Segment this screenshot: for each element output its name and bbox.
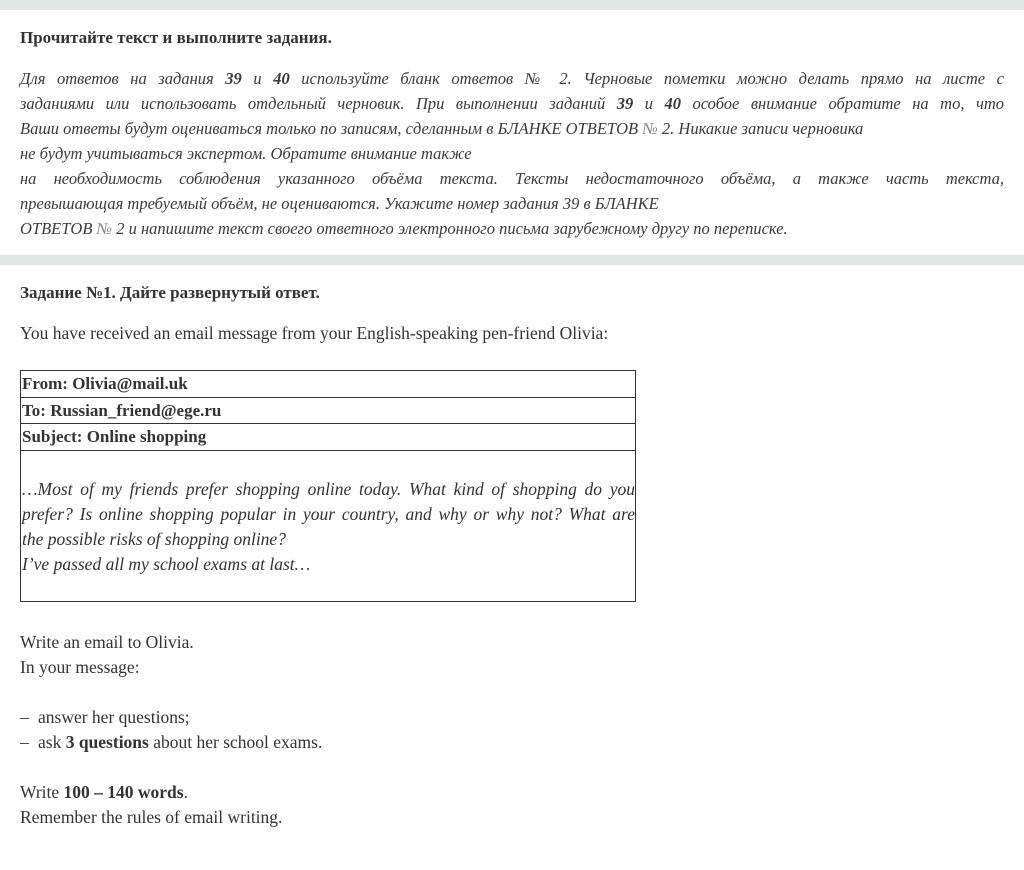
word-count-text: . — [183, 782, 188, 802]
instructions-line — [20, 66, 1004, 91]
task-heading: Задание №1. Дайте развернутый ответ. — [20, 283, 320, 302]
instr-text: ОТВЕТОВ — [20, 219, 97, 238]
instructions-line — [20, 91, 1004, 116]
task-line: Write an email to Olivia. — [20, 632, 194, 652]
task-number: 39 — [225, 69, 242, 88]
task-line: In your message: — [20, 657, 140, 677]
task-number: 40 — [664, 94, 681, 113]
bullet-emphasis: 3 questions — [65, 732, 149, 752]
email-body-line: the possible risks of shopping online? — [22, 528, 286, 549]
task-number: 40 — [273, 69, 290, 88]
dash-bullet: – — [20, 707, 29, 727]
instr-text: и — [241, 69, 274, 88]
email-body-line: …Most of my friends prefer shopping online today. What kind of shopping do you — [22, 478, 635, 499]
instr-text: используйте бланк ответов № 2. Черновые пометки можно делать прямо на листе с — [289, 69, 1005, 88]
instructions-section — [20, 28, 1004, 241]
word-count-emphasis: 100 – 140 words — [63, 782, 184, 802]
task-line: Remember the rules of email writing. — [20, 807, 283, 827]
task-intro: You have received an email message from your English-speaking pen-friend Olivia: — [20, 323, 609, 343]
task-section — [20, 283, 1004, 574]
task-bullet — [20, 705, 920, 730]
email-to: To: Russian_friend@ege.ru — [21, 398, 635, 425]
instr-text: и — [633, 94, 665, 113]
instructions-line — [20, 216, 1004, 241]
instructions-text — [20, 66, 1004, 241]
section-divider-bar — [0, 255, 1024, 265]
dash-bullet: – — [20, 732, 29, 752]
top-divider-bar — [0, 0, 1024, 10]
instructions-line: на необходимость соблюдения указанного объёма текста. Тексты недостаточного объёма, а также часть текста, — [20, 169, 1004, 188]
instr-text: 2. Никакие записи черновика — [657, 119, 864, 138]
word-count-line — [20, 780, 920, 805]
email-body — [21, 451, 635, 601]
email-from: From: Olivia@mail.uk — [21, 371, 635, 398]
bullet-text: ask — [38, 732, 66, 752]
instr-text: Для ответов на задания — [20, 69, 226, 88]
email-body-line: I’ve passed all my school exams at last… — [22, 553, 311, 574]
spacer — [20, 755, 920, 780]
instr-text: Ваши ответы будут оцениваться только по записям, сделанным в БЛАНКЕ ОТВЕТОВ — [20, 119, 643, 138]
email-body-line: prefer? Is online shopping popular in your country, and why or why not? What are — [22, 503, 635, 524]
spacer — [20, 680, 920, 705]
instructions-heading: Прочитайте текст и выполните задания. — [20, 28, 332, 47]
instructions-line — [20, 116, 1004, 141]
task-bullet — [20, 730, 920, 755]
task-number: 39 — [616, 94, 634, 113]
writing-task — [20, 630, 920, 830]
instr-text: 2 и напишите текст своего ответного электронного письма зарубежному другу по переписке. — [112, 219, 788, 238]
bullet-text: answer her questions; — [38, 707, 190, 727]
instructions-line: превышающая требуемый объём, не оцениваются. Укажите номер задания 39 в БЛАНКЕ — [20, 194, 659, 213]
instr-text: особое внимание обратите на то, что — [681, 94, 1005, 113]
number-sign: № — [96, 219, 113, 238]
instr-text: заданиями или использовать отдельный черновик. При выполнении заданий — [20, 94, 617, 113]
number-sign: № — [642, 119, 658, 138]
instructions-line: не будут учитываться экспертом. Обратите внимание также — [20, 144, 472, 163]
email-message-box — [20, 370, 636, 602]
bullet-text: about her school exams. — [148, 732, 323, 752]
email-subject: Subject: Online shopping — [21, 424, 635, 451]
word-count-text: Write — [20, 782, 64, 802]
